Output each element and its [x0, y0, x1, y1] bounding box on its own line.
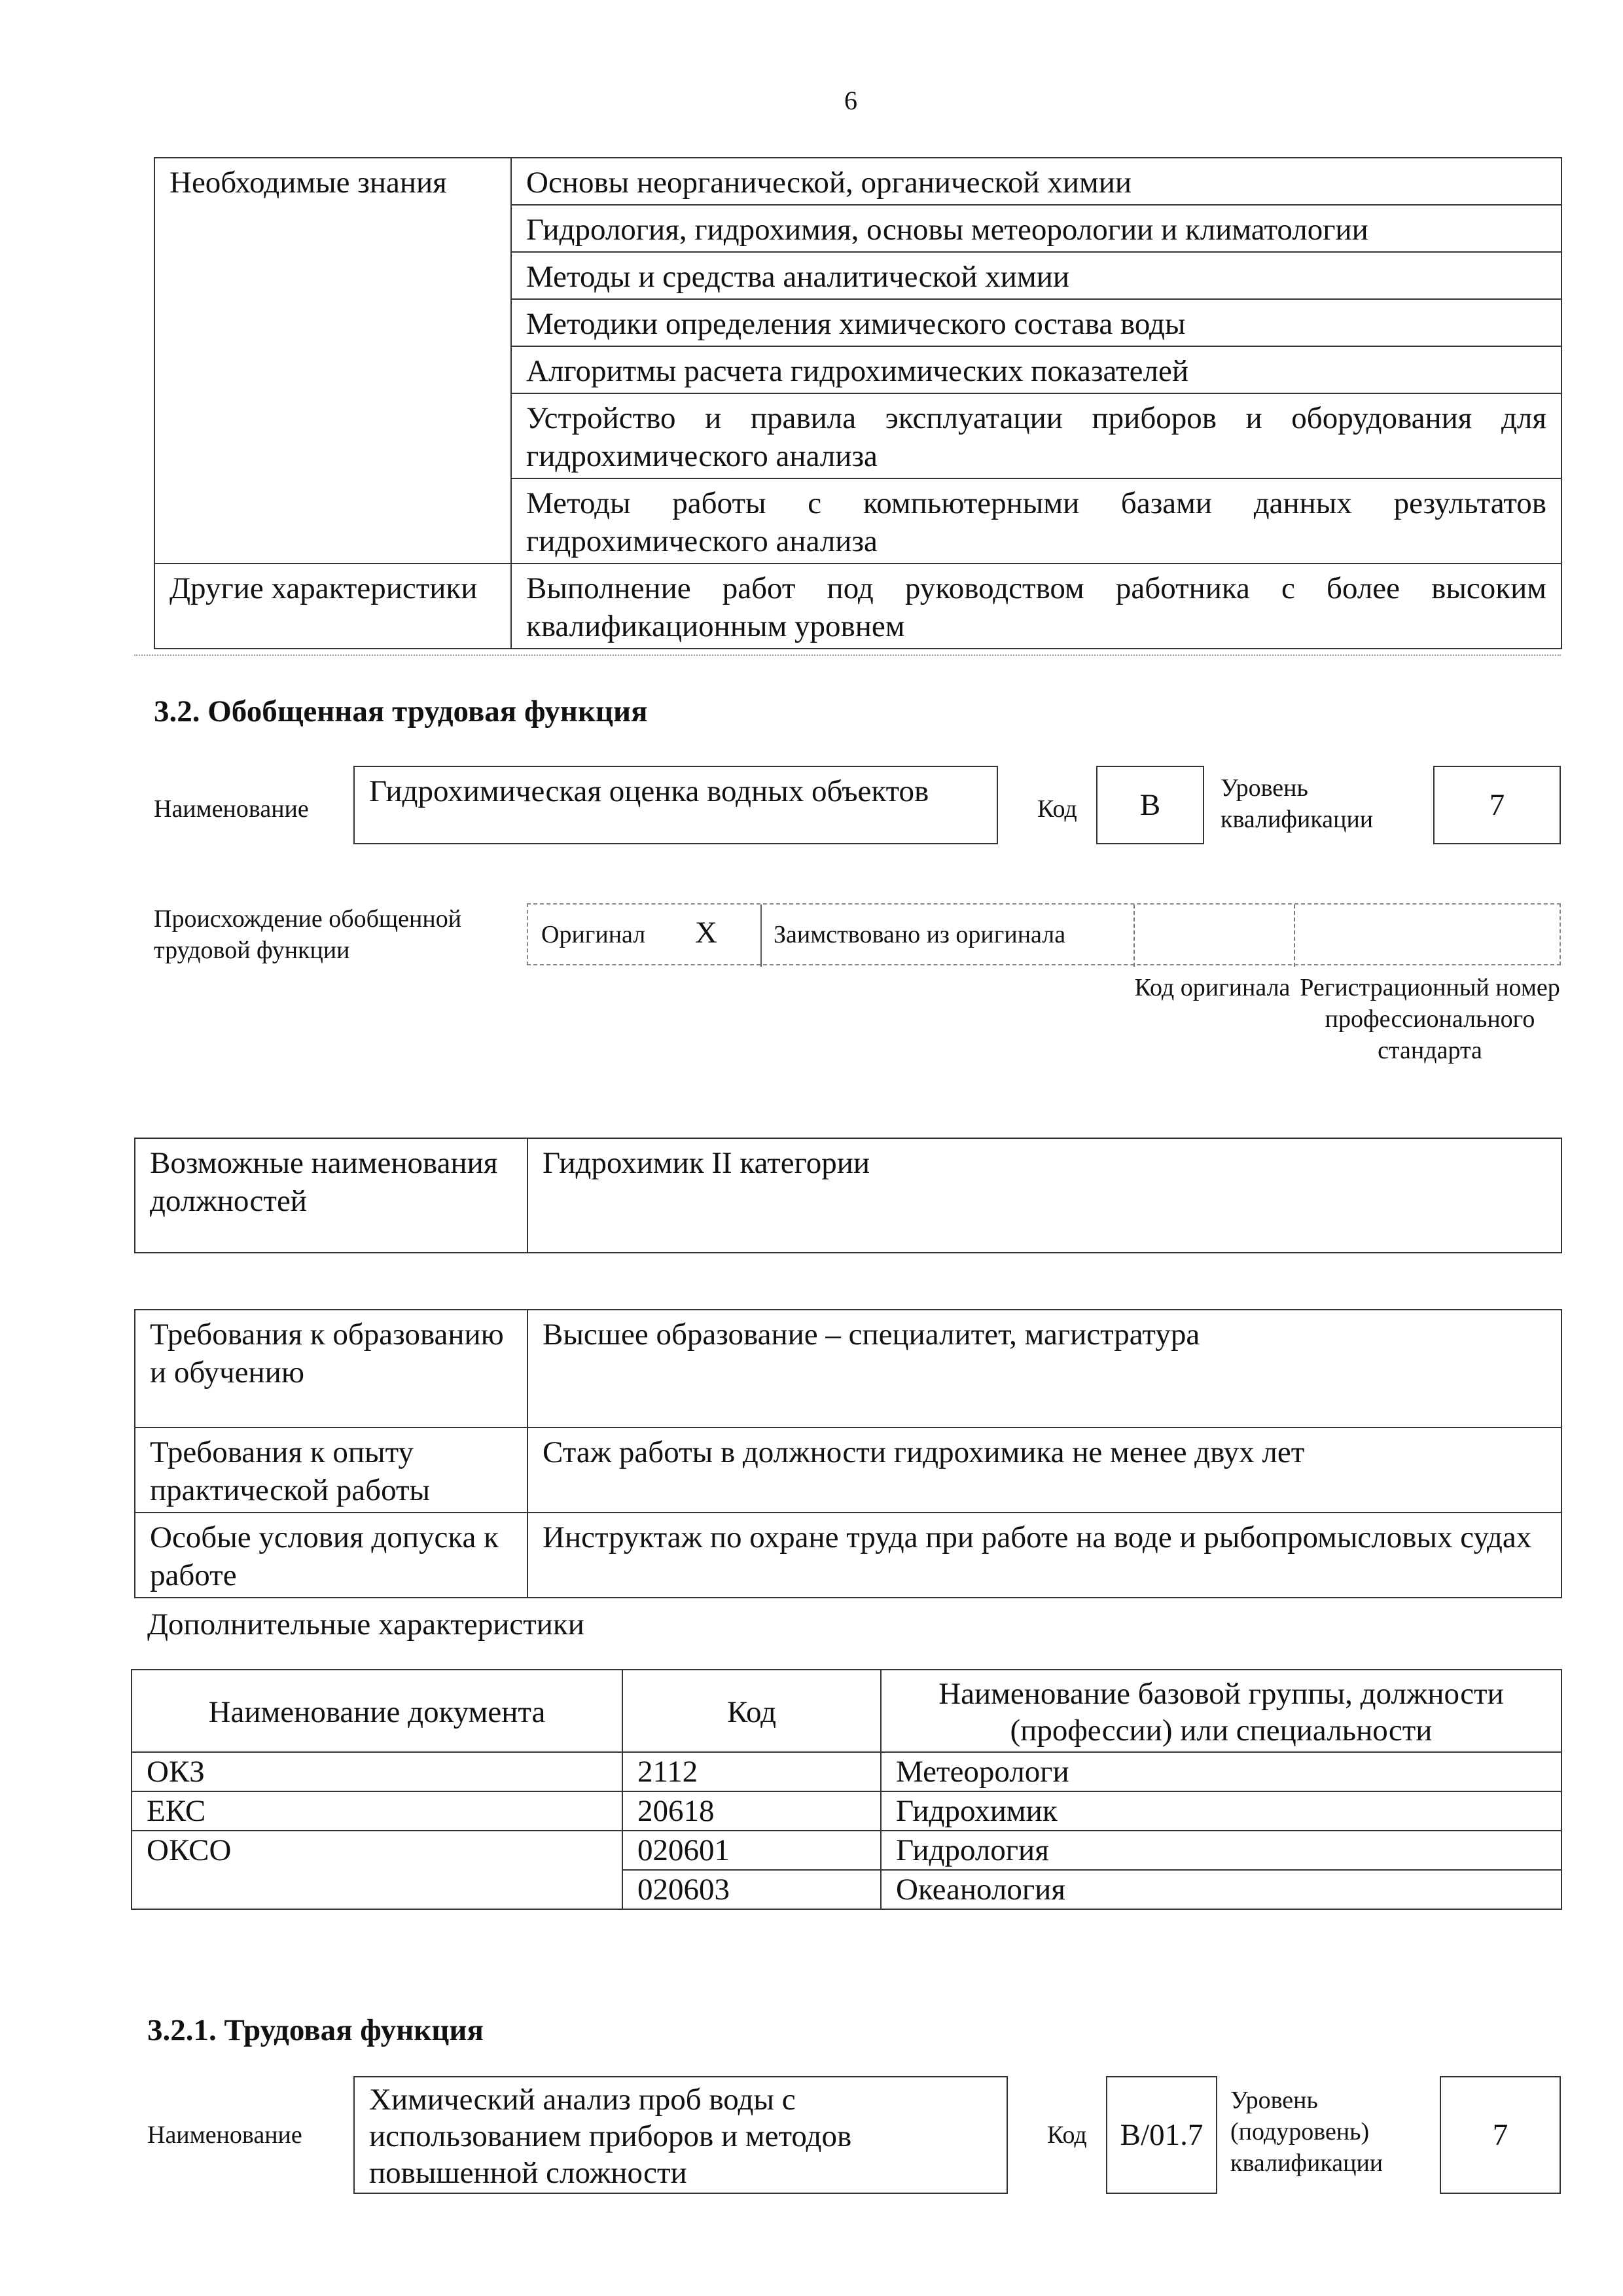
name-label: Наименование [147, 2121, 302, 2149]
section-3-2-1-heading: 3.2.1. Трудовая функция [147, 2013, 484, 2047]
doc-cell: ОКСО [132, 1831, 622, 1909]
section-3-2-heading: 3.2. Обобщенная трудовая функция [154, 694, 648, 728]
function-name-box: Гидрохимическая оценка водных объектов [353, 766, 998, 844]
original-mark: X [695, 916, 717, 950]
code-original-caption: Код оригинала [1134, 974, 1291, 1001]
origin-divider [1294, 905, 1295, 967]
column-header: Наименование документа [132, 1670, 622, 1752]
name-label: Наименование [154, 795, 309, 823]
doc-cell: ЕКС [132, 1791, 622, 1831]
column-header: Код [622, 1670, 881, 1752]
additional-table [131, 1669, 1562, 1910]
requirement-label: Требования к опыту практической работы [135, 1427, 527, 1513]
origin-label: Происхождение обобщенной трудовой функции [154, 905, 462, 964]
code-label: Код [1037, 795, 1077, 823]
function-name-box: Химический анализ проб воды с использованием приборов и методов повышенной сложности [353, 2076, 1008, 2194]
requirement-value: Инструктаж по охране труда при работе на воде и рыбопромысловых судах [527, 1513, 1561, 1598]
origin-box [527, 903, 1561, 965]
positions-label: Возможные наименования должностей [135, 1138, 527, 1253]
other-characteristics-value: Выполнение работ под руководством работника с более высоким квалификационным уровнем [511, 564, 1561, 649]
requirement-label: Требования к образованию и обучению [135, 1310, 527, 1427]
reg-number-caption: Регистрационный номер профессионального стандарта [1300, 974, 1560, 1064]
origin-divider [1133, 905, 1135, 967]
knowledge-item: Гидрология, гидрохимия, основы метеорологии и климатологии [511, 205, 1561, 252]
code-cell: 020601 [622, 1831, 881, 1870]
knowledge-label: Необходимые знания [154, 158, 511, 564]
code-box: B/01.7 [1106, 2076, 1217, 2194]
positions-table [134, 1138, 1562, 1253]
name-cell: Гидрохимик [881, 1791, 1561, 1831]
knowledge-item: Методы работы с компьютерными базами данных результатов гидрохимического анализа [511, 478, 1561, 564]
other-characteristics-label: Другие характеристики [154, 564, 511, 649]
requirement-value: Стаж работы в должности гидрохимика не менее двух лет [527, 1427, 1561, 1513]
code-cell: 20618 [622, 1791, 881, 1831]
code-cell: 2112 [622, 1752, 881, 1791]
requirement-label: Особые условия допуска к работе [135, 1513, 527, 1598]
knowledge-item: Устройство и правила эксплуатации приборов и оборудования для гидрохимического анализа [511, 393, 1561, 478]
doc-cell: ОКЗ [132, 1752, 622, 1791]
level-box: 7 [1440, 2076, 1561, 2194]
level-label: Уровень (подуровень) квалификации [1230, 2087, 1383, 2177]
level-box: 7 [1433, 766, 1561, 844]
knowledge-item: Методы и средства аналитической химии [511, 252, 1561, 299]
name-cell: Метеорологи [881, 1752, 1561, 1791]
code-label: Код [1047, 2121, 1087, 2149]
knowledge-item: Алгоритмы расчета гидрохимических показателей [511, 346, 1561, 393]
original-label: Оригинал [541, 921, 646, 948]
positions-value: Гидрохимик II категории [527, 1138, 1561, 1253]
knowledge-item: Основы неорганической, органической химии [511, 158, 1561, 205]
borrowed-label: Заимствовано из оригинала [774, 921, 1066, 948]
name-cell: Гидрология [881, 1831, 1561, 1870]
divider [134, 655, 1561, 656]
column-header: Наименование базовой группы, должности (профессии) или специальности [881, 1670, 1561, 1752]
requirement-value: Высшее образование – специалитет, магистратура [527, 1310, 1561, 1427]
code-box: B [1096, 766, 1204, 844]
level-label: Уровень квалификации [1221, 774, 1374, 833]
knowledge-table [154, 157, 1562, 649]
additional-title: Дополнительные характеристики [147, 1607, 584, 1641]
page-number: 6 [844, 86, 857, 115]
name-cell: Океанология [881, 1870, 1561, 1909]
requirements-table [134, 1309, 1562, 1598]
code-cell: 020603 [622, 1870, 881, 1909]
knowledge-item: Методики определения химического состава воды [511, 299, 1561, 346]
origin-divider [760, 905, 762, 967]
